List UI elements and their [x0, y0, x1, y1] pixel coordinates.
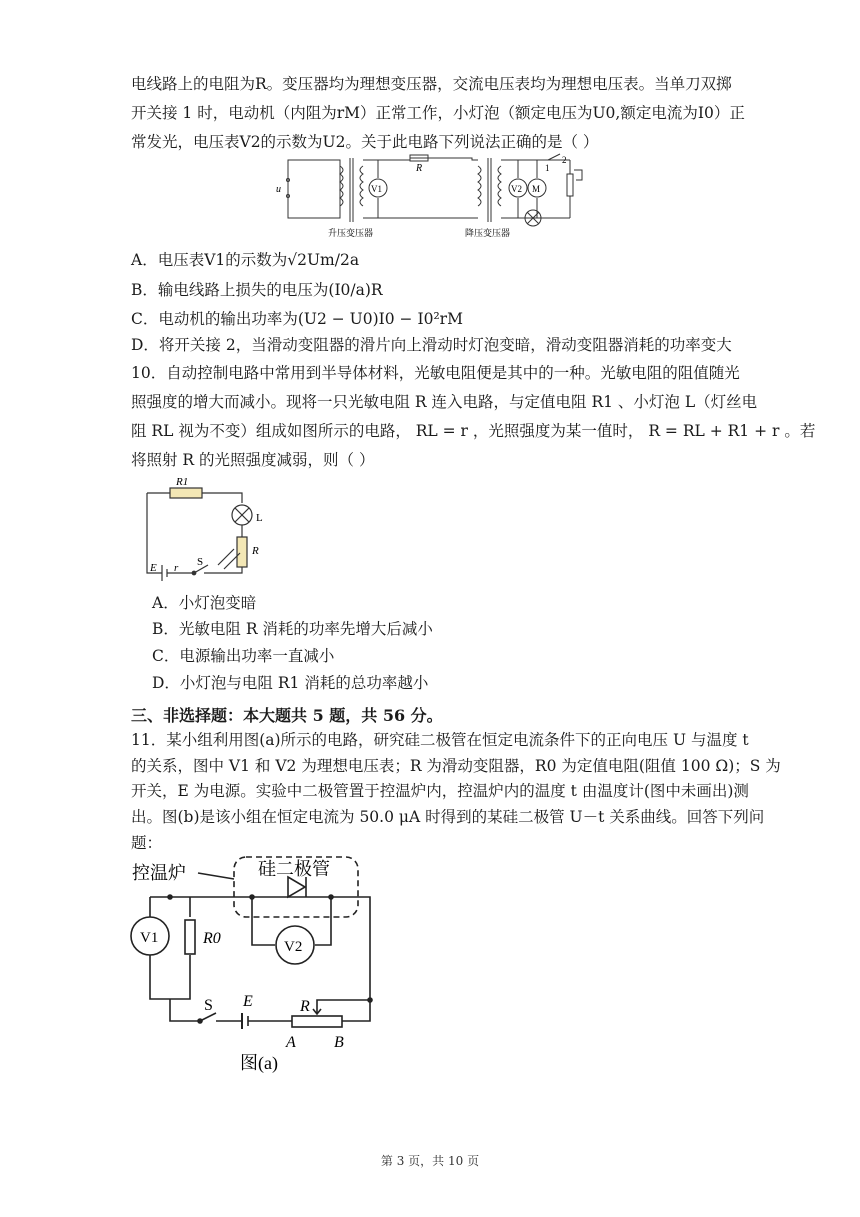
q9-u-label: u — [276, 184, 281, 195]
q11-line-2: 的关系，图中 V1 和 V2 为理想电压表；R 为滑动变阻器，R0 为定值电阻(阻值 100 Ω)；S 为 — [131, 757, 781, 775]
q11-line-1: 11．某小组利用图(a)所示的电路，研究硅二极管在恒定电流条件下的正向电压 U 与温度 t — [131, 731, 749, 749]
q11-s-label: S — [204, 997, 213, 1014]
q10-line-1: 10．自动控制电路中常用到半导体材料，光敏电阻便是其中的一种。光敏电阻的阻值随光 — [131, 364, 740, 382]
q11-figure-caption: 图(a) — [240, 1053, 278, 1073]
q11-line-5: 题： — [131, 834, 163, 852]
q10-r-label: R — [252, 545, 259, 557]
q9-switch-1: 1 — [545, 163, 550, 173]
q9-line-2: 开关接 1 时，电动机（内阻为rM）正常工作，小灯泡（额定电压为U0,额定电流为I0）正 — [131, 104, 745, 122]
q9-step-down-label: 降压变压器 — [465, 228, 511, 238]
q10-rr-label: r — [174, 562, 179, 574]
q10-option-a: A．小灯泡变暗 — [152, 594, 257, 612]
q10-line-3: 阻 RL 视为不变）组成如图所示的电路， RL = r ，光照强度为某一值时， R = RL + R1 + r 。若 — [131, 422, 816, 440]
q9-v2-label: V2 — [511, 184, 522, 194]
q9-step-up-label: 升压变压器 — [328, 228, 374, 238]
q11-furnace-label: 控温炉 — [132, 863, 186, 883]
q9-option-d: D．将开关接 2，当滑动变阻器的滑片向上滑动时灯泡变暗，滑动变阻器消耗的功率变大 — [131, 336, 732, 354]
q9-switch-2: 2 — [562, 155, 567, 165]
q11-line-3: 开关，E 为电源。实验中二极管置于控温炉内，控温炉内的温度 t 由温度计(图中未画出)测 — [131, 782, 749, 800]
q9-r-label: R — [416, 163, 423, 174]
q11-v2-label: V2 — [284, 939, 303, 955]
q10-line-4: 将照射 R 的光照强度减弱，则（ ） — [131, 451, 375, 469]
page-footer: 第 3 页，共 10 页 — [380, 1154, 480, 1168]
q10-option-b: B．光敏电阻 R 消耗的功率先增大后减小 — [152, 620, 433, 638]
q9-line-3: 常发光，电压表V2的示数为U2。关于此电路下列说法正确的是（ ） — [131, 133, 599, 151]
q9-option-a: A．电压表V1的示数为√2Um/2a — [131, 251, 360, 269]
q9-option-c: C．电动机的输出功率为(U2 − U0)I0 − I0²rM — [131, 310, 463, 328]
q10-option-c: C．电源输出功率一直减小 — [152, 647, 335, 665]
q10-s-label: S — [197, 556, 204, 568]
q10-l-label: L — [256, 512, 263, 524]
q9-transformer-diagram — [270, 150, 600, 242]
q11-v1-label: V1 — [140, 930, 159, 946]
q9-v1-label: V1 — [371, 184, 382, 194]
q9-line-1: 电线路上的电阻为R。变压器均为理想变压器，交流电压表均为理想电压表。当单刀双掷 — [131, 75, 732, 93]
q9-option-b: B．输电线路上损失的电压为(I0/a)R — [131, 281, 383, 299]
q11-e-label: E — [243, 993, 253, 1010]
q11-line-4: 出。图(b)是该小组在恒定电流为 50.0 μA 时得到的某硅二极管 U－t 关系曲线。回答下列问 — [131, 808, 765, 826]
q10-r1-label: R1 — [176, 476, 189, 488]
q10-e-label: E — [150, 562, 157, 574]
q10-circuit-diagram — [140, 475, 280, 585]
q10-line-2: 照强度的增大而减小。现将一只光敏电阻 R 连入电路，与定值电阻 R1 、小灯泡 L（灯丝电 — [131, 393, 758, 411]
q9-m-label: M — [532, 184, 541, 194]
q11-r0-label: R0 — [203, 930, 221, 947]
q11-b-label: B — [334, 1034, 344, 1051]
q11-circuit-diagram — [130, 853, 390, 1078]
q11-r-label: R — [300, 998, 310, 1015]
q10-option-d: D．小灯泡与电阻 R1 消耗的总功率越小 — [152, 674, 429, 692]
section-3-title: 三、非选择题：本大题共 5 题，共 56 分。 — [131, 706, 443, 725]
q11-diode-label: 硅二极管 — [258, 859, 330, 879]
q11-a-label: A — [286, 1034, 296, 1051]
